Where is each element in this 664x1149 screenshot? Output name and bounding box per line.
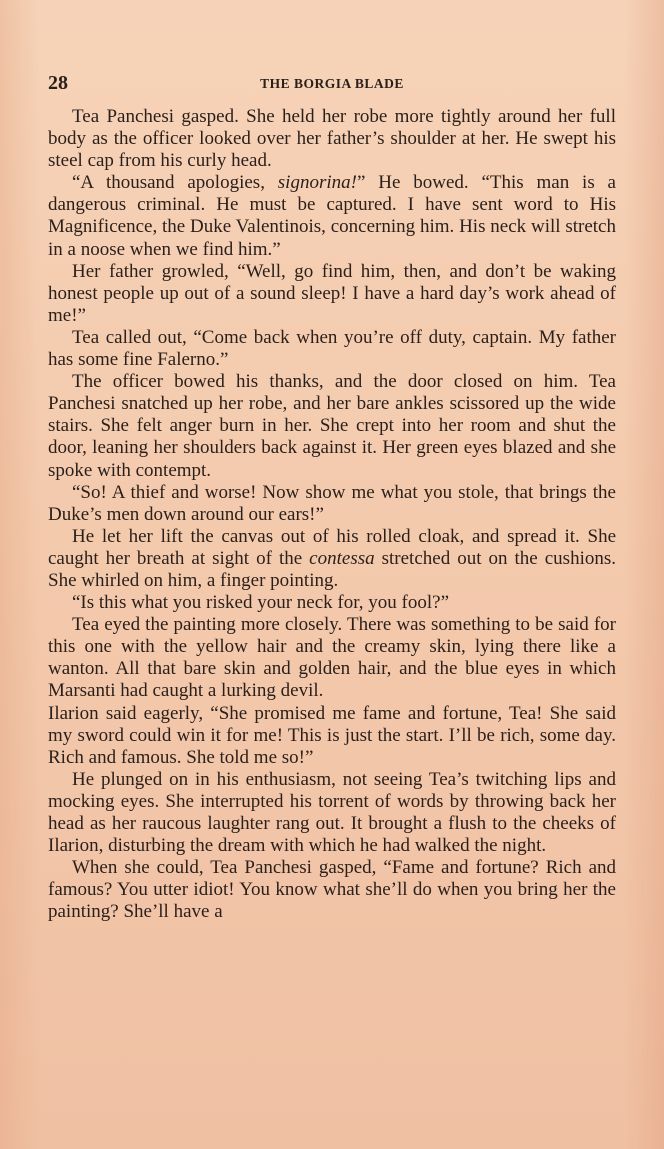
- text-run: He let her lift the canvas out of his rolled cloak, and spread it. She caught her breath at sight of the: [48, 525, 616, 569]
- paragraph: [48, 327, 616, 371]
- running-title: THE BORGIA BLADE: [260, 76, 404, 91]
- text-run: Tea Panchesi gasped. She held her robe more tightly around her full body as the officer looked over her father’s shoulder at her. He swept his steel cap from his curly head.: [48, 106, 616, 172]
- text-run: The officer bowed his thanks, and the door closed on him. Tea Panchesi snatched up her robe, and her bare ankles scissored up the wide stairs. She felt anger burn in her. She crept into her room and shut the door, leaning her shoulders back against it. Her green eyes blazed and she spoke with contempt.: [48, 371, 616, 481]
- text-run: When she could, Tea Panchesi gasped, “Fame and fortune? Rich and famous? You utter idiot! You know what she’ll do when you bring her the painting? She’ll have a: [48, 857, 616, 923]
- text-run: Ilarion said eagerly, “She promised me fame and fortune, Tea! She said my sword could win it for me! This is just the start. I’ll be rich, some day. Rich and famous. She told me so!”: [48, 702, 616, 768]
- text-run: He plunged on in his enthusiasm, not seeing Tea’s twitching lips and mocking eyes. She interrupted his torrent of words by throwing back her head as her raucous laughter rang out. It brought a flush to the cheeks of Ilarion, disturbing the dream with which he had walked the night.: [48, 768, 616, 857]
- paragraph: [48, 592, 616, 614]
- text-run: Tea called out, “Come back when you’re off duty, captain. My father has some fine Falerno.”: [48, 326, 616, 371]
- paragraph: [48, 526, 616, 592]
- italic-text: contessa: [309, 547, 375, 569]
- paragraph: [48, 106, 616, 172]
- italic-text: signorina!: [277, 172, 357, 194]
- paragraph: [48, 769, 616, 857]
- paragraph: [48, 857, 616, 923]
- text-run: “Is this what you risked your neck for, you fool?”: [72, 592, 450, 614]
- text-run: “So! A thief and worse! Now show me what you stole, that brings the Duke’s men down around our ears!”: [48, 481, 616, 525]
- text-run: “A thousand apologies,: [72, 172, 278, 194]
- paragraph: [48, 482, 616, 526]
- text-run: Her father growled, “Well, go find him, then, and don’t be waking honest people up out of a sound sleep! I have a hard day’s work ahead of me!”: [48, 260, 616, 326]
- paragraph: [48, 614, 616, 702]
- text-run: stretched out on the cushions. She whirled on him, a finger pointing.: [48, 547, 616, 591]
- paragraph: [48, 371, 616, 481]
- body-text: [48, 106, 616, 923]
- page-number: 28: [48, 72, 68, 94]
- paragraph: [48, 703, 616, 769]
- text-run: Tea eyed the painting more closely. There was something to be said for this one with the yellow hair and the creamy skin, lying there like a wanton. All that bare skin and golden hair, and the blue eyes in which Marsanti had caught a lurking devil.: [48, 614, 616, 702]
- paragraph: [48, 261, 616, 327]
- page-header: [48, 72, 616, 96]
- text-run: ” He bowed. “This man is a dangerous criminal. He must be captured. I have sent word to His Magnificence, the Duke Valentinois, concerning him. His neck will stretch in a noose when we find him.”: [48, 172, 616, 260]
- paragraph: [48, 172, 616, 260]
